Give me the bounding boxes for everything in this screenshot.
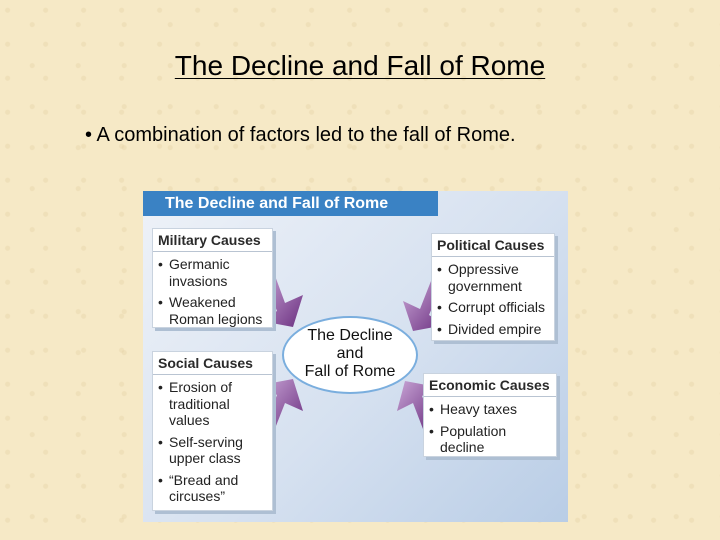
political-causes-box <box>431 233 555 341</box>
political-causes-heading: Political Causes <box>432 237 554 257</box>
social-causes-heading: Social Causes <box>153 355 272 375</box>
center-label-line2: and <box>336 345 364 362</box>
military-causes-heading: Military Causes <box>153 232 272 252</box>
social-cause-item: • Self-serving upper class <box>158 434 267 467</box>
center-label-line1: The Decline <box>307 327 393 344</box>
slide-title: The Decline and Fall of Rome <box>174 50 546 81</box>
slide-bullet: • A combination of factors led to the fall of Rome. <box>85 124 516 146</box>
military-causes-box <box>152 228 273 328</box>
economic-cause-item: • Population decline <box>429 423 551 456</box>
political-cause-item: • Corrupt officials <box>437 299 549 316</box>
military-cause-item: • Germanic invasions <box>158 256 267 289</box>
military-cause-item: • Weakened Roman legions <box>158 294 267 327</box>
center-ellipse <box>282 316 418 394</box>
political-cause-item: • Divided empire <box>437 321 549 338</box>
economic-cause-item: • Heavy taxes <box>429 401 551 418</box>
political-cause-item: • Oppressive government <box>437 261 549 294</box>
social-cause-item: • “Bread and circuses” <box>158 472 267 505</box>
social-cause-item: • Erosion of traditional values <box>158 379 267 429</box>
economic-causes-box <box>423 373 557 457</box>
diagram-title: The Decline and Fall of Rome <box>143 191 438 216</box>
economic-causes-heading: Economic Causes <box>424 377 556 397</box>
center-label-line3: Fall of Rome <box>304 363 396 380</box>
social-causes-box <box>152 351 273 511</box>
decline-fall-diagram <box>143 191 568 522</box>
